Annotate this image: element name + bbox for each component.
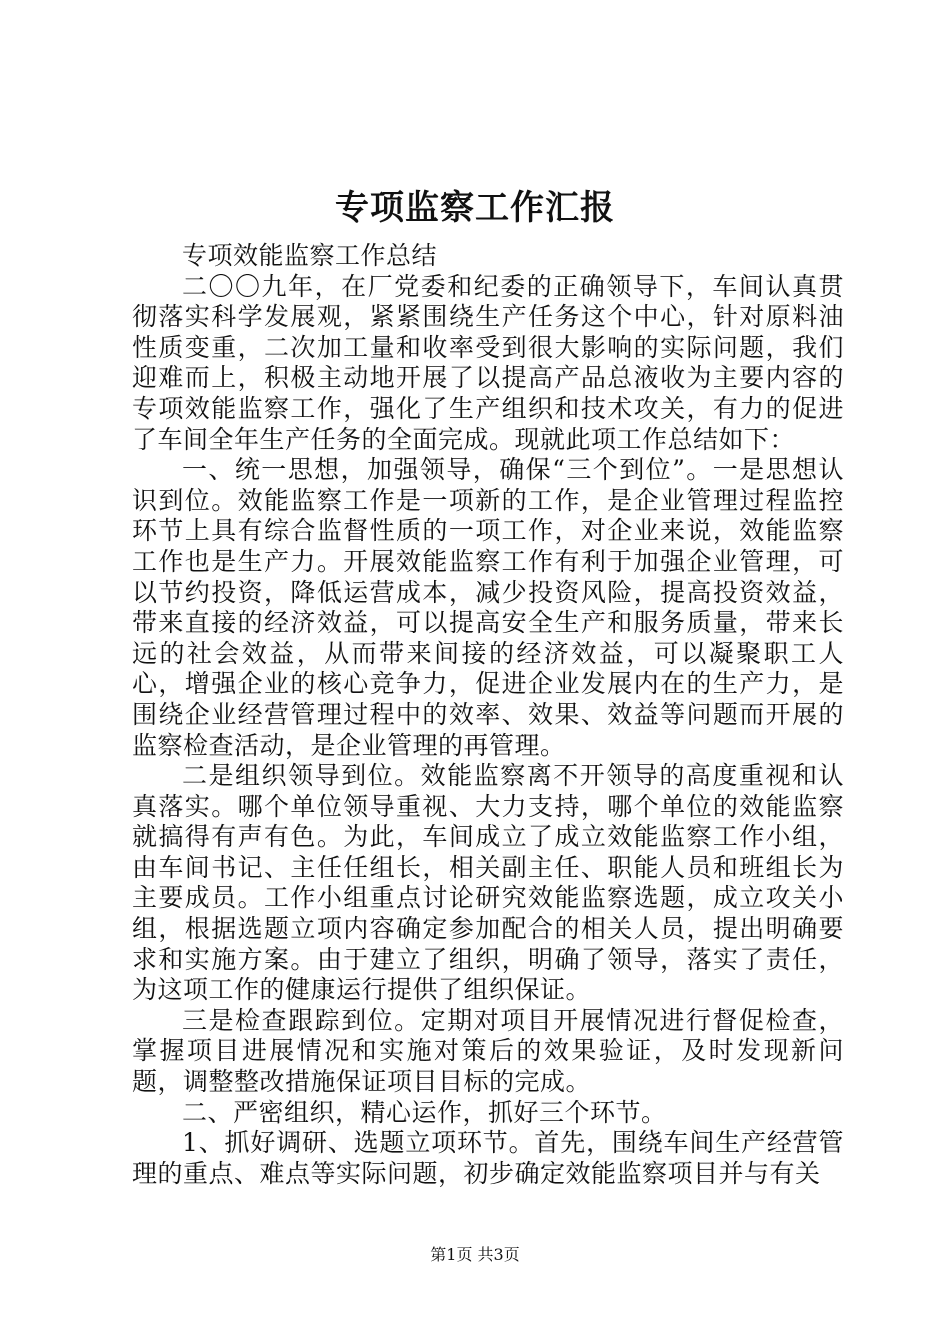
document-title: 专项监察工作汇报: [335, 188, 615, 228]
paragraph-intro: 二〇〇九年，在厂党委和纪委的正确领导下，车间认真贯彻落实科学发展观，紧紧围绕生产任务这个中心，针对原料油性质变重，二次加工量和收率受到很大影响的实际问题，我们迎难而上，积极主动地开展了以提高产品总液收为主要内容的专项效能监察工作，强化了生产组织和技术攻关，有力的促进了车间全年生产任务的全面完成。现就此项工作总结如下：: [132, 271, 844, 454]
paragraph-inspection: 三是检查跟踪到位。定期对项目开展情况进行督促检查，掌握项目进展情况和实施对策后的效果验证，及时发现新问题，调整整改措施保证项目目标的完成。: [132, 1005, 844, 1097]
paragraph-organization: 二是组织领导到位。效能监察离不开领导的高度重视和认真落实。哪个单位领导重视、大力支持，哪个单位的效能监察就搞得有声有色。为此，车间成立了成立效能监察工作小组，由车间书记、主任任组长，相关副主任、职能人员和班组长为主要成员。工作小组重点讨论研究效能监察选题，成立攻关小组，根据选题立项内容确定参加配合的相关人员，提出明确要求和实施方案。由于建立了组织，明确了领导，落实了责任，为这项工作的健康运行提供了组织保证。: [132, 761, 844, 1005]
paragraph-section-two: 二、严密组织，精心运作，抓好三个环节。: [182, 1097, 667, 1127]
document-body: [132, 241, 844, 1189]
paragraph-section-one: 一、统一思想，加强领导，确保“三个到位”。一是思想认识到位。效能监察工作是一项新的工作，是企业管理过程监控环节上具有综合监督性质的一项工作，对企业来说，效能监察工作也是生产力。开展效能监察工作有利于加强企业管理，可以节约投资，降低运营成本，减少投资风险，提高投资效益，带来直接的经济效益，可以提高安全生产和服务质量，带来长远的社会效益，从而带来间接的经济效益，可以凝聚职工人心，增强企业的核心竞争力，促进企业发展内在的生产力，是围绕企业经营管理过程中的效率、效果、效益等问题而开展的监察检查活动，是企业管理的再管理。: [132, 455, 844, 760]
page-number-footer: 第1页 共3页: [430, 1245, 520, 1264]
paragraph-subtitle: 专项效能监察工作总结: [182, 241, 438, 270]
paragraph-research: 1、抓好调研、选题立项环节。首先，围绕车间生产经营管理的重点、难点等实际问题，初步确定效能监察项目并与有关: [132, 1128, 844, 1188]
